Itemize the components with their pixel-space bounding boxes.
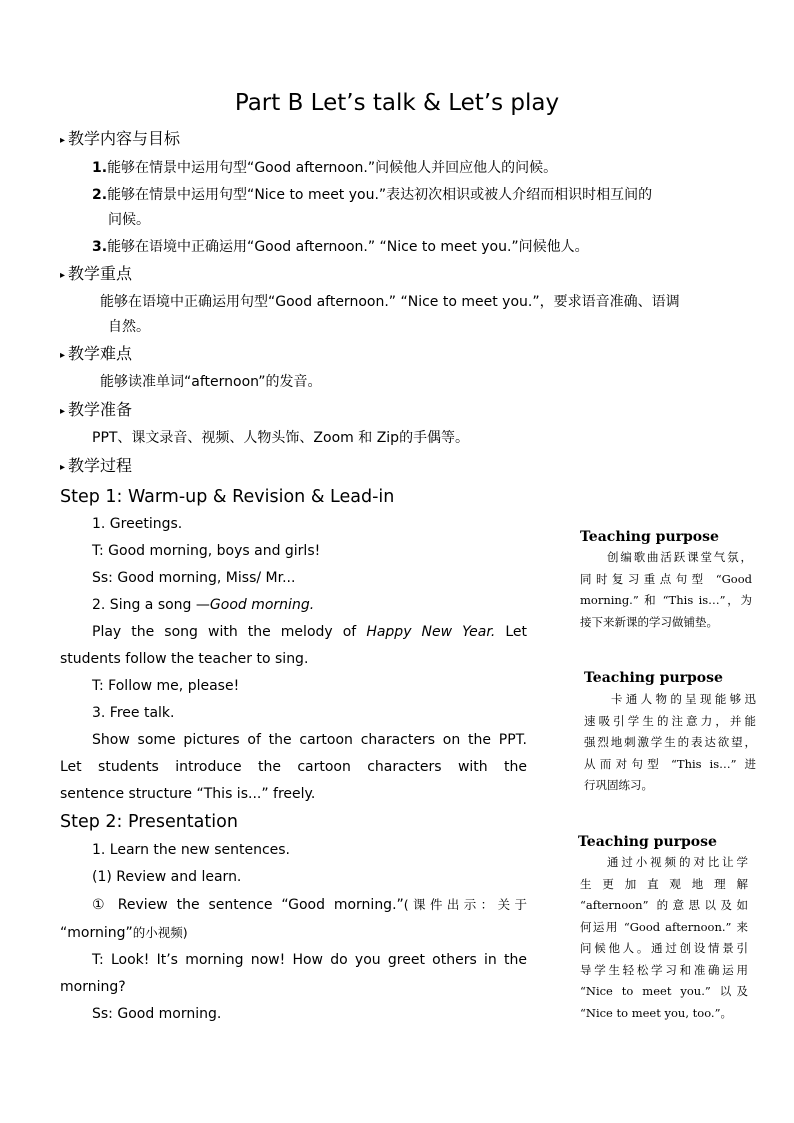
prep-line-1: PPT、课文录音、视频、人物头饰、Zoom 和 Zip的手偶等。 xyxy=(92,430,470,446)
side-note-line: 接下来新课的学习做铺垫。 xyxy=(580,614,718,629)
step2-line: ① Review the sentence “Good morning.”(课件出示：关于 xyxy=(92,897,527,913)
step1-line: sentence structure “This is...” freely. xyxy=(60,786,316,802)
side-note-line: 通过小视频的对比让学 xyxy=(607,855,748,869)
section-heading-prep: ▸ 教学准备 xyxy=(60,399,132,423)
side-note-line: 问候他人。通过创设情景引 xyxy=(580,941,748,955)
side-note-line: “Nice to meet you.” 以及 xyxy=(580,984,748,998)
step1-line: 1. Greetings. xyxy=(92,516,183,532)
step1-line: T: Good morning, boys and girls! xyxy=(92,543,321,559)
step1-heading: Step 1: Warm-up & Revision & Lead-in xyxy=(60,487,395,507)
step2-line: morning? xyxy=(60,979,126,995)
side-note-3-heading: Teaching purpose xyxy=(578,834,717,850)
triangle-bullet-icon: ▸ xyxy=(60,350,66,361)
side-note-line: 行巩固练习。 xyxy=(584,778,653,792)
key-line-2: 自然。 xyxy=(108,319,150,335)
side-note-line: 何运用 “Good afternoon.” 来 xyxy=(580,919,748,934)
step1-line: students follow the teacher to sing. xyxy=(60,651,309,667)
key-line-1: 能够在语境中正确运用句型“Good afternoon.” “Nice to meet you.”，要求语音准确、语调 xyxy=(100,294,680,310)
step2-heading: Step 2: Presentation xyxy=(60,812,238,832)
section-heading-process: ▸ 教学过程 xyxy=(60,455,132,479)
side-note-line: 卡通人物的呈现能够迅 xyxy=(611,692,756,706)
side-note-line: 生 更 加 直 观 地 理 解 xyxy=(580,876,748,891)
step2-line: (1) Review and learn. xyxy=(92,869,242,885)
step1-line: Play the song with the melody of Happy New Year. Let xyxy=(92,624,528,640)
section-heading-content: ▸ 教学内容与目标 xyxy=(60,128,180,152)
side-note-line: 同时复习重点句型 “Good xyxy=(580,571,752,586)
side-note-line: 创编歌曲活跃课堂气氛， xyxy=(607,550,752,564)
content-item-3: 3.能够在语境中正确运用“Good afternoon.” “Nice to meet you.”问候他人。 xyxy=(92,239,589,255)
side-note-line: 从而对句型 “This is…” 进 xyxy=(584,756,756,771)
step1-line: Show some pictures of the cartoon characters on the PPT. xyxy=(92,732,527,748)
side-note-1-heading: Teaching purpose xyxy=(580,529,719,545)
step2-line: “morning”的小视频) xyxy=(60,925,188,941)
side-note-line: “afternoon” 的意思以及如 xyxy=(580,898,748,912)
content-item-1: 1.能够在情景中运用句型“Good afternoon.”问候他人并回应他人的问候。 xyxy=(92,160,558,176)
step1-line: 2. Sing a song —Good morning. xyxy=(92,597,315,613)
section-heading-key: ▸ 教学重点 xyxy=(60,263,132,287)
triangle-bullet-icon: ▸ xyxy=(60,135,66,146)
side-note-3 xyxy=(580,852,748,1024)
step1-line: Ss: Good morning, Miss/ Mr... xyxy=(92,570,296,586)
side-note-2-heading: Teaching purpose xyxy=(584,670,723,686)
side-note-1 xyxy=(580,547,752,633)
side-note-2 xyxy=(584,689,756,797)
step2-line: Ss: Good morning. xyxy=(92,1006,222,1022)
side-note-line: morning.” 和 “This is…”，为 xyxy=(580,593,752,607)
triangle-bullet-icon: ▸ xyxy=(60,406,66,417)
content-item-2-cont: 问候。 xyxy=(108,212,150,228)
section-heading-difficult: ▸ 教学难点 xyxy=(60,343,132,367)
step1-line: Let students introduce the cartoon characters with the xyxy=(60,759,527,775)
content-item-2: 2.能够在情景中运用句型“Nice to meet you.”表达初次相识或被人介绍而相识时相互间的 xyxy=(92,187,653,203)
side-note-line: 导学生轻松学习和准确运用 xyxy=(580,962,748,977)
step1-line: T: Follow me, please! xyxy=(92,678,240,694)
side-note-line: 强烈地刺激学生的表达欲望， xyxy=(584,735,756,749)
step2-body xyxy=(60,837,527,1028)
difficult-line-1: 能够读准单词“afternoon”的发音。 xyxy=(100,374,322,390)
step1-line: 3. Free talk. xyxy=(92,705,175,721)
side-note-line: “Nice to meet you, too.”。 xyxy=(580,1005,732,1020)
step2-line: T: Look! It’s morning now! How do you greet others in the xyxy=(92,952,527,968)
step1-body xyxy=(60,511,527,808)
triangle-bullet-icon: ▸ xyxy=(60,462,66,473)
triangle-bullet-icon: ▸ xyxy=(60,270,66,281)
page-title: Part B Let’s talk & Let’s play xyxy=(234,90,560,116)
step2-line: 1. Learn the new sentences. xyxy=(92,842,291,858)
side-note-line: 速吸引学生的注意力，并能 xyxy=(584,713,756,728)
